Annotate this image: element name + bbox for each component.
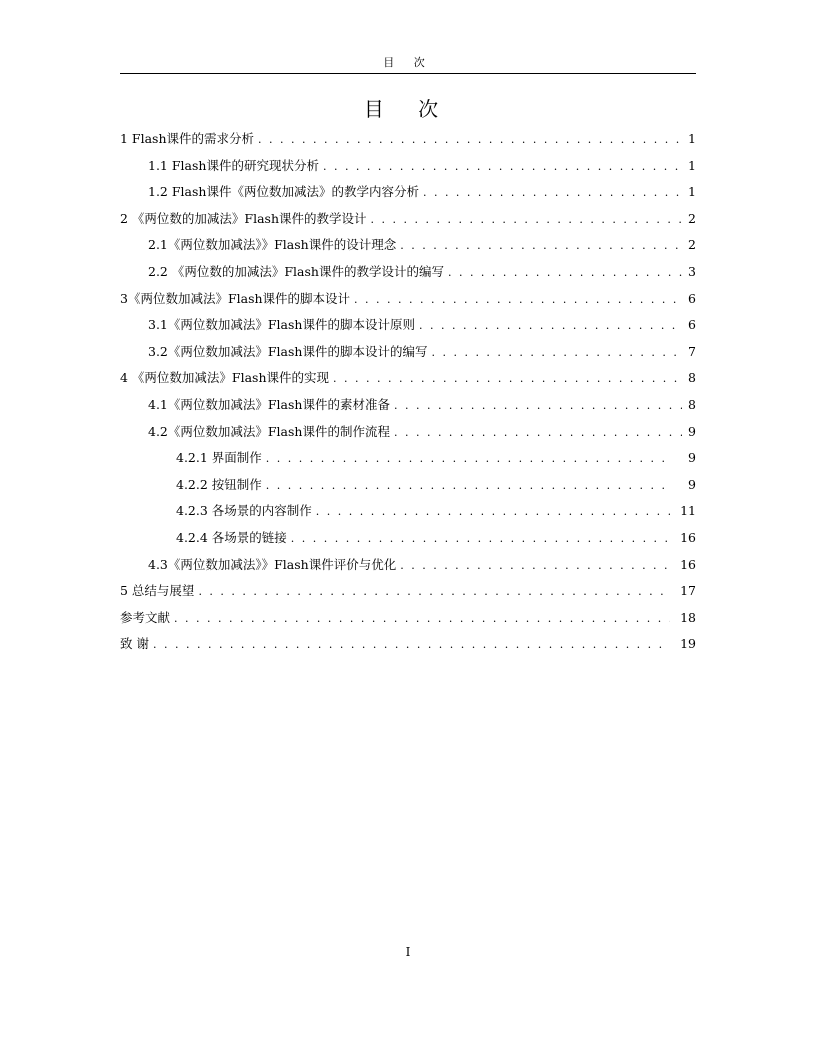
toc-entry[interactable]: [120, 605, 696, 632]
toc-entry-page: 8: [688, 396, 696, 412]
toc-leader-dots: [258, 127, 682, 154]
toc-leader-dots: [400, 233, 682, 260]
toc-entry[interactable]: [120, 525, 696, 552]
toc-entry-text: 2.1《两位数加减法》》Flash课件的设计理念: [148, 237, 397, 253]
toc-leader-dots: [394, 420, 682, 447]
toc-leader-dots: [174, 606, 670, 633]
toc-entry-text: 4.1《两位数加减法》Flash课件的素材准备: [148, 396, 390, 412]
toc-entry[interactable]: [120, 312, 696, 339]
toc-leader-dots: [266, 446, 670, 473]
toc-entry-page: 11: [680, 503, 696, 519]
toc-entry[interactable]: [120, 472, 696, 499]
toc-entry-text: 1.1 Flash课件的研究现状分析: [148, 157, 319, 173]
toc-entry-page: 1: [688, 157, 696, 173]
toc-entry-text: 参考文献: [120, 609, 171, 625]
toc-entry[interactable]: [120, 365, 696, 392]
toc-entry[interactable]: [120, 578, 696, 605]
toc-entry-page: 16: [680, 556, 696, 572]
toc-leader-dots: [419, 313, 682, 340]
toc-entry-page: 3: [688, 263, 696, 279]
toc-entry-text: 4.2.1 界面制作: [176, 450, 262, 466]
toc-entry-page: 1: [688, 131, 696, 146]
toc-entry-page: 18: [680, 609, 696, 625]
toc-leader-dots: [291, 526, 670, 553]
toc-leader-dots: [431, 340, 682, 367]
toc-entry[interactable]: [120, 445, 696, 472]
toc-entry-page: 9: [688, 476, 696, 492]
toc-entry-text: 4 《两位数加减法》Flash课件的实现: [120, 370, 330, 386]
toc-leader-dots: [333, 366, 682, 393]
toc-leader-dots: [448, 260, 682, 287]
toc-entry-text: 3《两位数加减法》Flash课件的脚本设计: [120, 290, 351, 306]
toc-entry[interactable]: [120, 153, 696, 180]
table-of-contents: [120, 126, 696, 658]
toc-entry-page: 7: [688, 343, 696, 359]
toc-leader-dots: [198, 579, 670, 606]
toc-entry-page: 2: [688, 237, 696, 253]
toc-entry-page: 17: [680, 583, 696, 599]
toc-leader-dots: [423, 180, 682, 207]
toc-entry-text: 4.3《两位数加减法》》Flash课件评价与优化: [148, 556, 397, 572]
page-number: I: [405, 945, 411, 959]
toc-entry-text: 4.2.4 各场景的链接: [176, 529, 287, 545]
toc-entry[interactable]: [120, 498, 696, 525]
toc-entry-text: 2 《两位数的加减法》Flash课件的教学设计: [120, 210, 367, 226]
toc-entry-page: 9: [688, 450, 696, 466]
toc-entry-page: 19: [680, 636, 696, 652]
toc-entry-text: 3.2《两位数加减法》Flash课件的脚本设计的编写: [148, 343, 428, 359]
running-header: 目 次: [120, 56, 696, 74]
toc-entry-text: 1.2 Flash课件《两位数加减法》的教学内容分析: [148, 184, 419, 200]
toc-title: 目 次: [363, 97, 453, 121]
toc-entry[interactable]: [120, 631, 696, 658]
toc-entry-page: 2: [688, 210, 696, 226]
toc-entry[interactable]: [120, 206, 696, 233]
toc-leader-dots: [400, 553, 676, 580]
toc-entry-text: 1 Flash课件的需求分析: [120, 131, 255, 146]
toc-entry-text: 致 谢: [120, 636, 149, 652]
toc-leader-dots: [354, 287, 682, 314]
toc-entry-text: 4.2.3 各场景的内容制作: [176, 503, 312, 519]
toc-entry[interactable]: [120, 126, 696, 153]
toc-entry-page: 6: [688, 290, 696, 306]
toc-leader-dots: [323, 154, 682, 181]
toc-entry[interactable]: [120, 419, 696, 446]
toc-entry-text: 3.1《两位数加减法》Flash课件的脚本设计原则: [148, 317, 415, 333]
toc-entry[interactable]: [120, 232, 696, 259]
toc-entry-text: 2.2 《两位数的加减法》Flash课件的教学设计的编写: [148, 263, 444, 279]
toc-entry-text: 4.2.2 按钮制作: [176, 476, 262, 492]
toc-entry[interactable]: [120, 259, 696, 286]
toc-entry[interactable]: [120, 552, 696, 579]
toc-leader-dots: [394, 393, 682, 420]
toc-entry[interactable]: [120, 339, 696, 366]
toc-entry-page: 16: [680, 529, 696, 545]
toc-leader-dots: [371, 207, 682, 234]
toc-entry-page: 1: [688, 184, 696, 200]
toc-entry-page: 6: [688, 317, 696, 333]
toc-entry-text: 4.2《两位数加减法》Flash课件的制作流程: [148, 423, 390, 439]
toc-leader-dots: [153, 632, 670, 659]
toc-entry[interactable]: [120, 179, 696, 206]
toc-entry[interactable]: [120, 286, 696, 313]
toc-entry-text: 5 总结与展望: [120, 583, 195, 599]
toc-leader-dots: [266, 473, 670, 500]
toc-leader-dots: [316, 499, 670, 526]
toc-entry-page: 8: [688, 370, 696, 386]
toc-entry[interactable]: [120, 392, 696, 419]
toc-entry-page: 9: [688, 423, 696, 439]
